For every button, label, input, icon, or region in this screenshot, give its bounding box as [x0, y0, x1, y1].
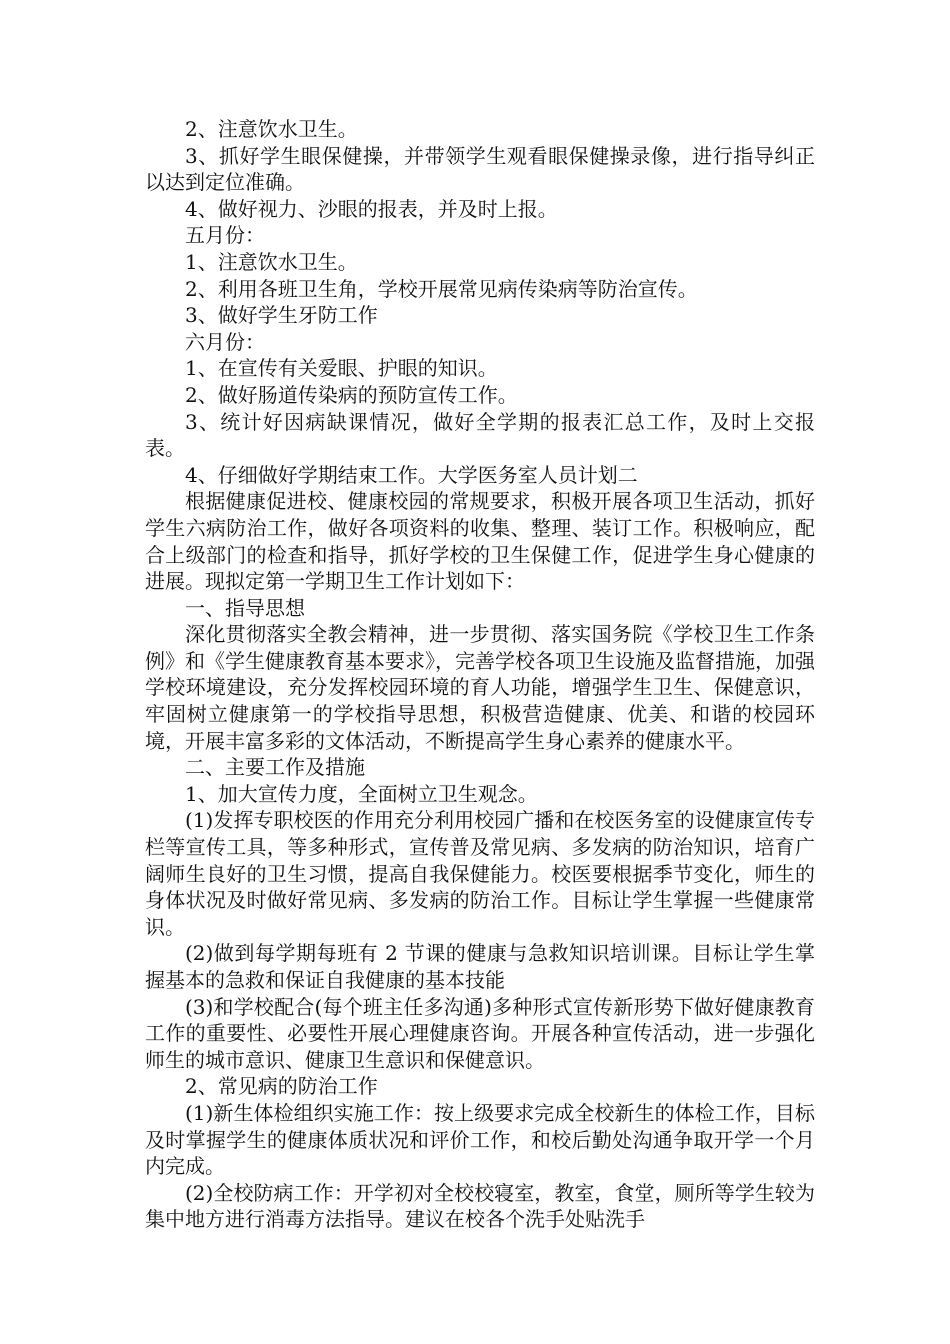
section-heading: 一、指导思想: [185, 595, 305, 620]
paragraph: 1、加大宣传力度，全面树立卫生观念。: [185, 781, 538, 806]
section-heading: 二、主要工作及措施: [185, 755, 365, 780]
paragraph: 3、抓好学生眼保健操，并带领学生观看眼保健操录像，进行指导纠正以达到定位准确。: [145, 143, 815, 195]
paragraph: 根据健康促进校、健康校园的常规要求，积极开展各项卫生活动，抓好学生六病防治工作，做好各项资料的收集、整理、装订工作。积极响应，配合上级部门的检查和指导，抓好学校的卫生保健工作，促进学生身心健康的进展。现拟定第一学期卫生工作计划如下：: [145, 489, 815, 594]
paragraph: 1、在宣传有关爱眼、护眼的知识。: [185, 356, 498, 381]
paragraph: 4、做好视力、沙眼的报表，并及时上报。: [185, 196, 558, 221]
paragraph: (2)全校防病工作：开学初对全校校寝室，教室，食堂，厕所等学生较为集中地方进行消毒方法指导。建议在校各个洗手处贴洗手: [145, 1180, 815, 1232]
paragraph: 3、统计好因病缺课情况，做好全学期的报表汇总工作，及时上交报表。: [145, 409, 815, 461]
paragraph: (3)和学校配合(每个班主任多沟通)多种形式宣传新形势下做好健康教育工作的重要性、必要性开展心理健康咨询。开展各种宣传活动，进一步强化师生的城市意识、健康卫生意识和保健意识。: [145, 994, 815, 1072]
paragraph: (1)新生体检组织实施工作：按上级要求完成全校新生的体检工作，目标及时掌握学生的健康体质状况和评价工作，和校后勤处沟通争取开学一个月内完成。: [145, 1100, 815, 1179]
paragraph: 2、注意饮水卫生。: [185, 117, 358, 141]
paragraph: 1、注意饮水卫生。: [185, 249, 358, 274]
paragraph: (1)发挥专职校医的作用充分利用校园广播和在校医务室的设健康宣传专栏等宣传工具，等多种形式，宣传普及常见病、多发病的防治知识，培育广阔师生良好的卫生习惯，提高自我保健能力。校医要根据季节变化，师生的身体状况及时做好常见病、多发病的防治工作。目标让学生掌握一些健康常识。: [145, 808, 815, 939]
paragraph: (2)做到每学期每班有 2 节课的健康与急救知识培训课。目标让学生掌握基本的急救和保证自我健康的基本技能: [145, 941, 815, 992]
section-heading: 六月份：: [185, 329, 265, 354]
paragraph: 4、仔细做好学期结束工作。大学医务室人员计划二: [185, 462, 638, 487]
document-body: [145, 116, 815, 1233]
section-heading: 五月份：: [185, 223, 265, 248]
paragraph: 2、利用各班卫生角，学校开展常见病传染病等防治宣传。: [185, 276, 698, 301]
paragraph: 2、做好肠道传染病的预防宣传工作。: [185, 382, 518, 407]
paragraph: 2、常见病的防治工作: [185, 1074, 378, 1099]
paragraph: 3、做好学生牙防工作: [185, 303, 378, 328]
paragraph: 深化贯彻落实全教会精神，进一步贯彻、落实国务院《学校卫生工作条例》和《学生健康教育基本要求》，完善学校各项卫生设施及监督措施，加强学校环境建设，充分发挥校园环境的育人功能，增强学生卫生、保健意识，牢固树立健康第一的学校指导思想，积极营造健康、优美、和谐的校园环境，开展丰富多彩的文体活动，不断提高学生身心素养的健康水平。: [145, 622, 815, 753]
